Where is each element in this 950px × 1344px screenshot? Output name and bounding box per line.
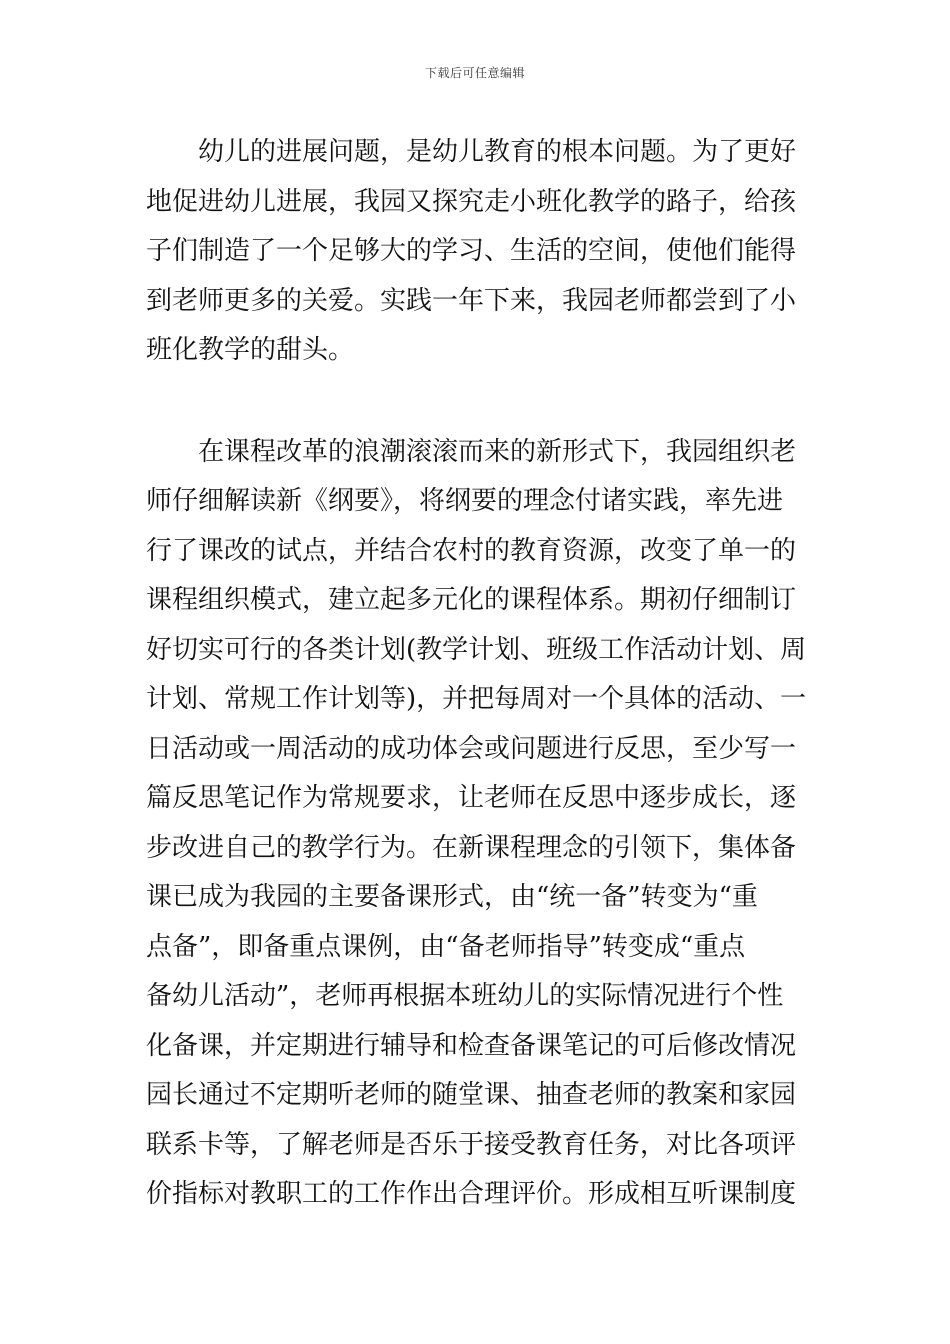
text-line: 计划、常规工作计划等)，并把每周对一个具体的活动、一 (146, 684, 807, 714)
text-line: 师仔细解读新《纲要》，将纲要的理念付诸实践，率先进 (146, 486, 784, 516)
paragraph-1 (146, 128, 816, 376)
text-line: 篇反思笔记作为常规要求，让老师在反思中逐步成长，逐 (146, 783, 797, 813)
text-line: 行了课改的试点，并结合农村的教育资源，改变了单一的 (146, 535, 797, 566)
text-line: 联系卡等，了解老师是否乐于接受教育任务，对比各项评 (146, 1129, 797, 1160)
text-line: 幼儿的进展问题，是幼儿教育的根本问题。为了更好 (146, 137, 797, 167)
text-line: 点备”，即备重点课例，由“备老师指导”转变成“重点 (146, 931, 746, 962)
text-line: 在课程改革的浪潮滚滚而来的新形式下，我园组织老 (146, 436, 797, 467)
text-line: 备幼儿活动”，老师再根据本班幼儿的实际情况进行个性 (146, 981, 784, 1011)
text-line: 子们制造了一个足够大的学习、生活的空间，使他们能得 (146, 236, 797, 266)
paragraph-spacer (146, 376, 816, 428)
text-line: 地促进幼儿进展，我园又探究走小班化教学的路子，给孩 (146, 186, 797, 217)
text-line: 化备课，并定期进行辅导和检查备课笔记的可后修改情况 (146, 1030, 797, 1061)
document-body (146, 128, 816, 1220)
text-line: 课程组织模式，建立起多元化的课程体系。期初仔细制订 (146, 585, 797, 615)
text-line: 班化教学的甜头。 (146, 335, 355, 365)
text-line: 园长通过不定期听老师的随堂课、抽查老师的教案和家园 (146, 1080, 797, 1110)
paragraph-2 (146, 428, 816, 1220)
text-line: 日活动或一周活动的成功体会或问题进行反思，至少写一 (146, 733, 797, 764)
text-line: 价指标对教职工的工作作出合理评价。形成相互听课制度 (146, 1179, 797, 1209)
text-line: 课已成为我园的主要备课形式，由“统一备”转变为“重 (146, 882, 758, 912)
page-header: 下载后可任意编辑 (424, 66, 525, 80)
text-line: 到老师更多的关爱。实践一年下来，我园老师都尝到了小 (146, 285, 797, 316)
text-line: 步改进自己的教学行为。在新课程理念的引领下，集体备 (146, 832, 797, 863)
text-line: 好切实可行的各类计划(教学计划、班级工作活动计划、周 (146, 634, 807, 665)
